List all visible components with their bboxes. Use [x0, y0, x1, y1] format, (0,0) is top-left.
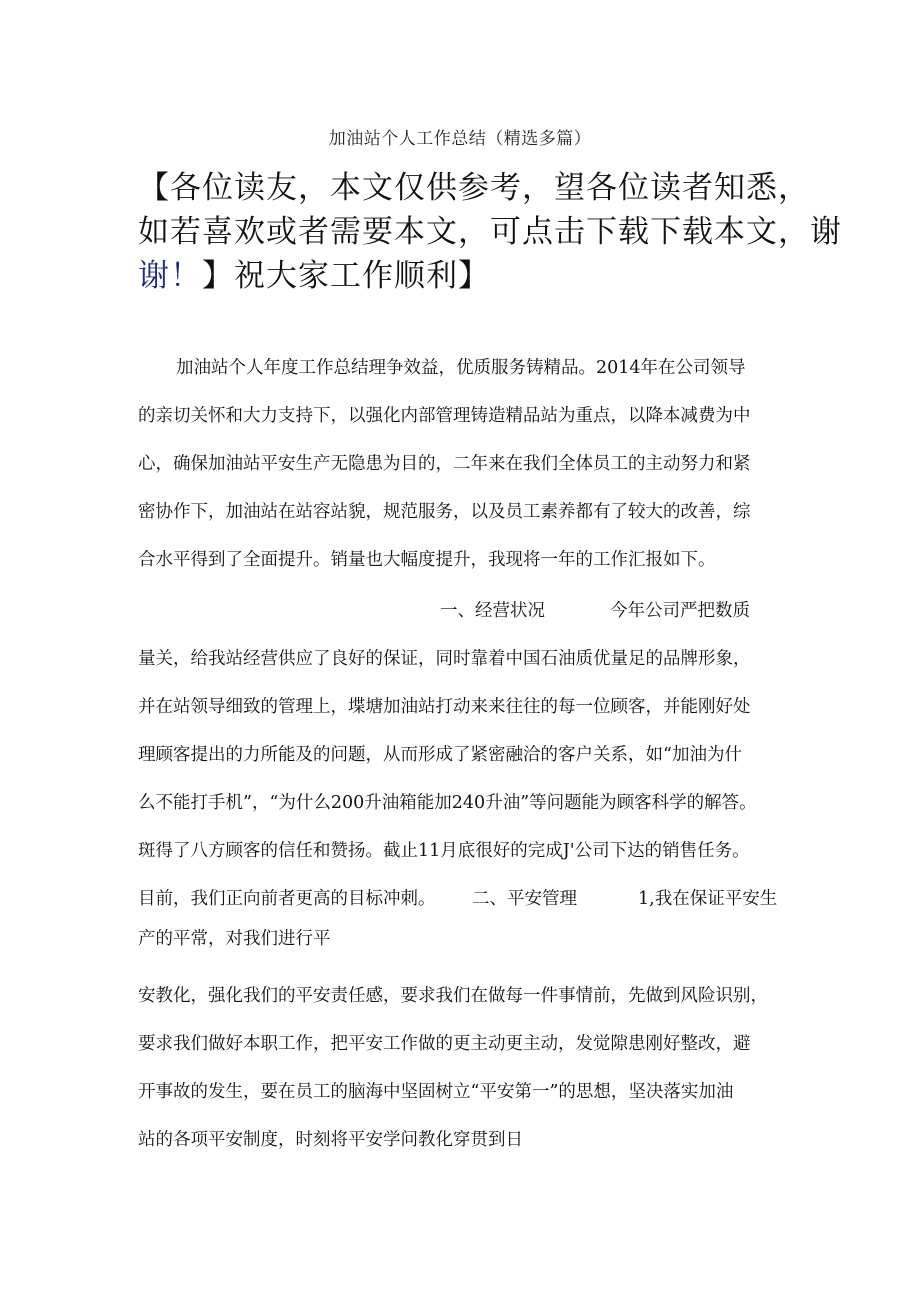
paragraph-line: 斑得了八方顾客的信任和赞扬。截止11月底很好的完成J'公司下达的销售任务。	[138, 841, 750, 861]
paragraph-line: 目前，我们正向前者更高的目标冲刺。	[138, 889, 436, 909]
paragraph-line: 1,我在保证平安生	[638, 889, 778, 909]
paragraph-line: 心，确保加油站平安生产无隐患为目的，二年来在我们全体员工的主动努力和紧	[138, 454, 751, 474]
notice-line-1: 【各位读友，本文仅供参考，望各位读者知悉，	[138, 170, 810, 206]
section-heading: 二、平安管理	[472, 889, 577, 909]
paragraph-line: 的亲切关怀和大力支持下，以强化内部管理铸造精品站为重点，以降本减费为中	[138, 406, 751, 426]
notice-line-2: 如若喜欢或者需要本文，可点击下载下载本文，谢	[138, 214, 842, 250]
paragraph-line: 密协作下，加油站在站容站貌，规范服务，以及员工素养都有了较大的改善，综	[138, 502, 751, 522]
section-heading: 一、经营状况	[440, 601, 545, 621]
paragraph-line: 开事故的发生，要在员工的脑海中坚固树立“平安第一”的思想，坚决落实加油	[138, 1082, 734, 1102]
paragraph-line: 站的各项平安制度，时刻将平安学问教化穿贯到日	[138, 1130, 523, 1150]
notice-line-3-rest: 】祝大家工作顺利】	[202, 258, 490, 294]
paragraph-line: 加油站个人年度工作总结理争效益，优质服务铸精品。2014年在公司领导	[176, 358, 746, 378]
paragraph-line: 要求我们做好本职工作，把平安工作做的更主动更主动，发觉隙患刚好整改，避	[138, 1034, 751, 1054]
notice-highlight: 谢！	[138, 258, 202, 294]
notice-line-3	[138, 254, 788, 298]
paragraph-line: 今年公司严把数质	[610, 601, 750, 621]
paragraph-line: 么不能打手机”，“为什么200升油箱能加240升油”等问题能为顾客科学的解答。	[138, 793, 757, 813]
paragraph-line: 产的平常，对我们进行平	[138, 929, 331, 949]
download-notice	[138, 166, 842, 298]
document-title: 加油站个人工作总结（精选多篇）	[328, 129, 592, 149]
paragraph-line: 理顾客提出的力所能及的问题，从而形成了紧密融洽的客户关系，如“加油为什	[138, 745, 742, 765]
paragraph-line: 安教化，强化我们的平安责任感，要求我们在做每一件事情前，先做到风险识别，	[138, 986, 768, 1006]
paragraph-line: 量关，给我站经营供应了良好的保证，同时靠着中国石油质优量足的品牌形象，	[138, 649, 751, 669]
paragraph-line: 并在站领导细致的管理上，堞塘加油站打动来来往往的每一位顾客，并能刚好处	[138, 697, 751, 717]
paragraph-line: 合水平得到了全面提升。销量也大幅度提升，我现将一年的工作汇报如下。	[138, 550, 716, 570]
